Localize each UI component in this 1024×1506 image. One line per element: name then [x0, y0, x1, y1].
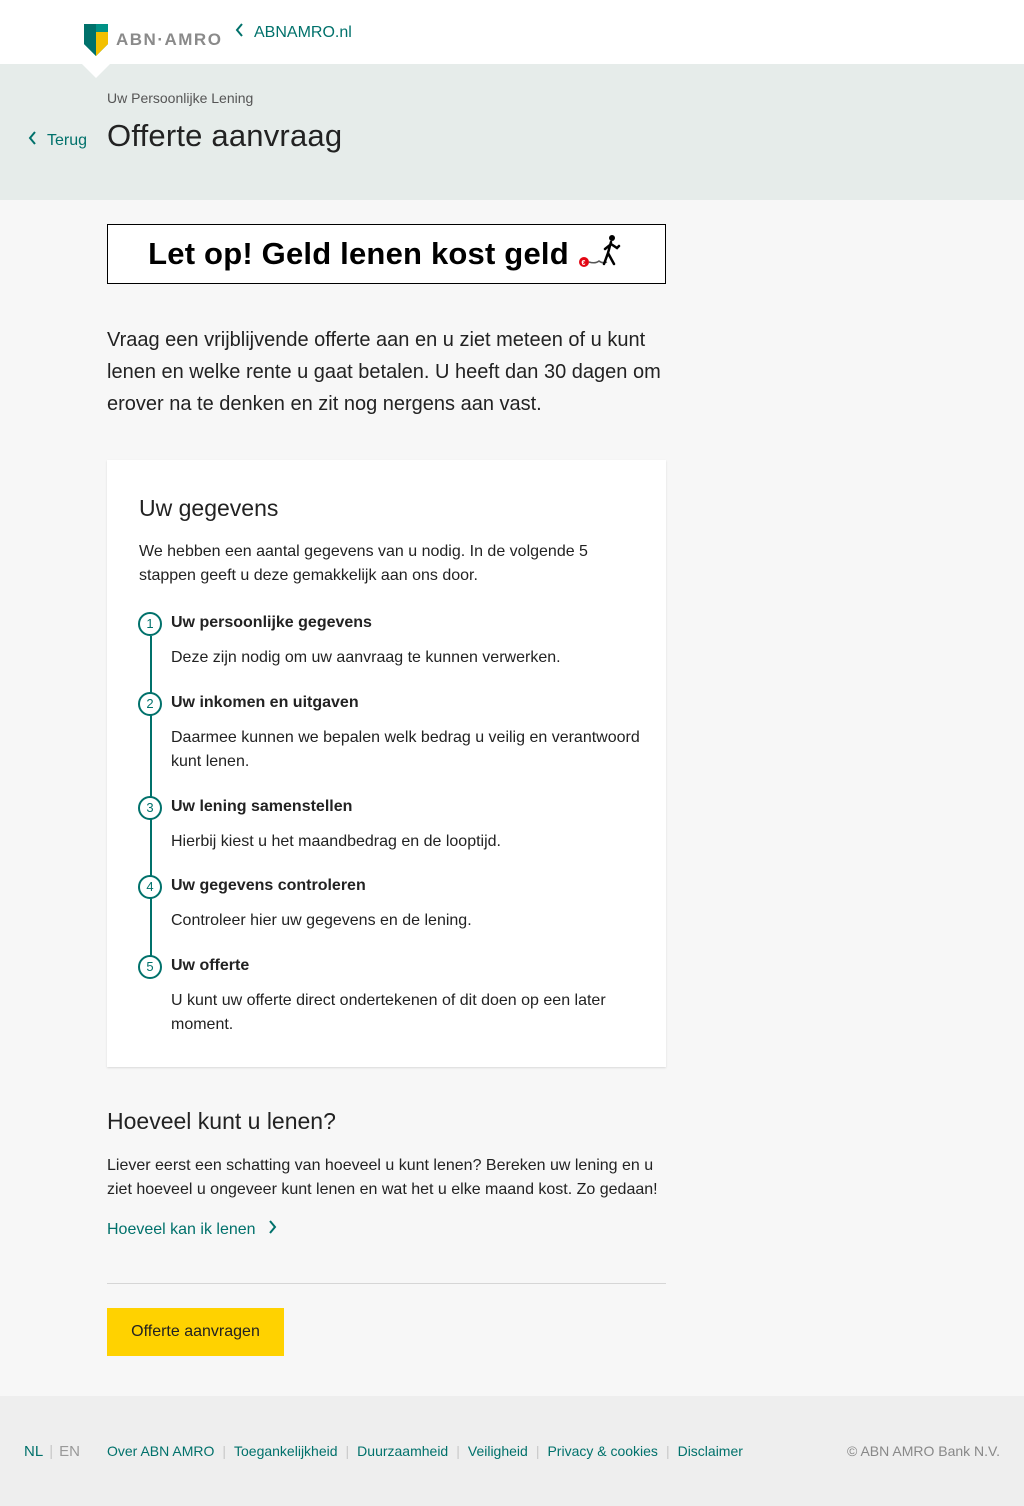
step-title: Uw inkomen en uitgaven	[171, 694, 359, 711]
card-title: Uw gegevens	[139, 495, 279, 521]
step-description: Deze zijn nodig om uw aanvraag te kunnen verwerken.	[171, 649, 561, 666]
footer-separator: |	[665, 1443, 670, 1459]
chevron-left-icon	[235, 23, 254, 42]
walking-man-ball-chain-icon	[577, 234, 625, 275]
intro-text: Vraag een vrijblijvende offerte aan en u ziet meteen of u kunt lenen en welke rente u gaat betalen. U heeft dan 30 dagen om erover na te denken en zit nog nergens aan vast.	[107, 329, 661, 415]
step-title: Uw offerte	[171, 957, 250, 974]
footer-links	[107, 1443, 743, 1459]
logo-notch	[82, 64, 110, 78]
footer-link-disclaimer[interactable]: Disclaimer	[677, 1443, 743, 1459]
lang-en[interactable]: EN	[59, 1443, 80, 1460]
step-description: U kunt uw offerte direct ondertekenen of dit doen op een later moment.	[171, 992, 606, 1033]
step-number: 1	[138, 612, 162, 636]
page-title: Offerte aanvraag	[107, 118, 343, 153]
step-number: 5	[138, 955, 162, 979]
footer-separator: |	[345, 1443, 350, 1459]
step-number: 4	[138, 875, 162, 899]
lang-separator: |	[49, 1443, 54, 1460]
abnamro-home-link[interactable]	[235, 23, 352, 42]
calculator-description: Liever eerst een schatting van hoeveel u kunt lenen? Bereken uw lening en u ziet hoeveel u ongeveer kunt lenen en wat het u elke maand kost. Zo gedaan!	[107, 1157, 658, 1198]
home-link-label: ABNAMRO.nl	[254, 23, 352, 41]
shield-logo-icon	[84, 24, 108, 56]
step-number: 2	[138, 692, 162, 716]
step-title: Uw gegevens controleren	[171, 877, 366, 894]
step-title: Uw lening samenstellen	[171, 798, 353, 815]
language-switch	[24, 1443, 80, 1460]
back-label: Terug	[47, 131, 88, 149]
warning-text: Let op! Geld lenen kost geld	[148, 236, 569, 271]
footer-separator: |	[535, 1443, 540, 1459]
lang-nl[interactable]: NL	[24, 1443, 44, 1460]
step-description: Hierbij kiest u het maandbedrag en de looptijd.	[171, 833, 501, 850]
footer-separator: |	[222, 1443, 226, 1459]
footer-link-accessibility[interactable]: Toegankelijkheid	[234, 1443, 338, 1459]
divider	[107, 1283, 666, 1284]
breadcrumb: Uw Persoonlijke Lening	[107, 90, 254, 106]
request-quote-button[interactable]: Offerte aanvragen	[107, 1308, 284, 1356]
step-number: 3	[138, 796, 162, 820]
footer-link-sustainability[interactable]: Duurzaamheid	[357, 1443, 449, 1459]
chevron-left-icon	[28, 131, 47, 150]
svg-text:€: €	[581, 259, 586, 267]
footer-separator: |	[456, 1443, 460, 1459]
step-description: Controleer hier uw gegevens en de lening.	[171, 912, 472, 929]
back-link[interactable]	[28, 131, 87, 150]
footer-link-privacy[interactable]: Privacy & cookies	[547, 1443, 658, 1459]
footer-link-over[interactable]: Over ABN AMRO	[107, 1443, 215, 1459]
chevron-right-icon	[256, 1220, 277, 1239]
calculator-link[interactable]	[107, 1220, 277, 1239]
step-description: Daarmee kunnen we bepalen welk bedrag u veilig en verantwoord kunt lenen.	[171, 729, 640, 770]
card-description: We hebben een aantal gegevens van u nodig. In de volgende 5 stappen geeft u deze gemakkelijk aan ons door.	[139, 543, 588, 584]
top-bar	[0, 0, 1024, 64]
copyright: © ABN AMRO Bank N.V.	[847, 1443, 1000, 1459]
warning-banner	[107, 224, 666, 284]
footer-link-security[interactable]: Veiligheid	[467, 1443, 528, 1459]
abn-amro-logo[interactable]	[84, 24, 222, 56]
logo-text: ABN·AMRO	[116, 30, 223, 49]
calculator-link-label: Hoeveel kan ik lenen	[107, 1220, 256, 1238]
calculator-title: Hoeveel kunt u lenen?	[107, 1108, 336, 1134]
data-card	[107, 460, 666, 1067]
footer	[0, 1396, 1024, 1506]
step-title: Uw persoonlijke gegevens	[171, 614, 372, 631]
